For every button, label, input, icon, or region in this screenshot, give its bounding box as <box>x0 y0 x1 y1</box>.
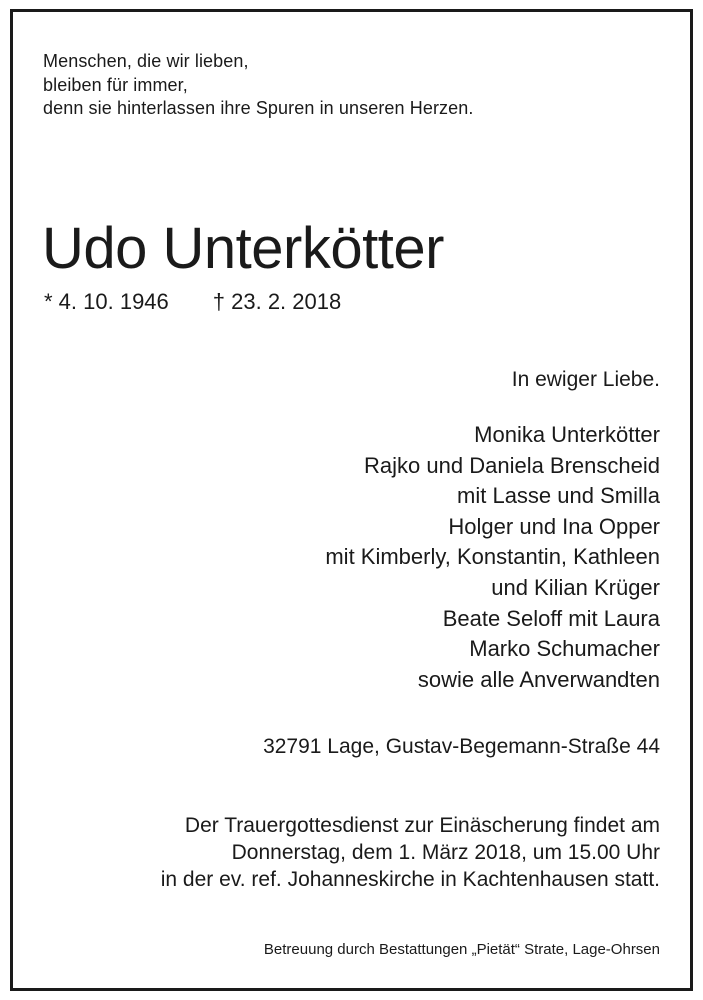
mourner-line: Rajko und Daniela Brenscheid <box>364 452 660 478</box>
funeral-home-credit: Betreuung durch Bestattungen „Pietät“ Strate, Lage-Ohrsen <box>263 941 660 958</box>
mourner-line: Monika Unterkötter <box>474 422 660 447</box>
death-date: † 23. 2. 2018 <box>212 289 342 314</box>
verse-line: denn sie hinterlassen ihre Spuren in unseren Herzen. <box>43 98 474 118</box>
service-announcement <box>161 812 660 893</box>
memorial-verse <box>43 50 473 121</box>
birth-date: * 4. 10. 1946 <box>44 289 169 314</box>
service-line: in der ev. ref. Johanneskirche in Kachtenhausen statt. <box>160 868 660 891</box>
family-address: 32791 Lage, Gustav-Begemann-Straße 44 <box>263 735 660 758</box>
life-dates <box>44 288 341 316</box>
mourner-line: Holger und Ina Opper <box>448 513 660 539</box>
verse-line: Menschen, die wir lieben, <box>43 51 249 71</box>
service-line: Der Trauergottesdienst zur Einäscherung findet am <box>184 814 660 837</box>
mourner-line: Beate Seloff mit Laura <box>442 605 660 631</box>
mourner-line: mit Kimberly, Konstantin, Kathleen <box>325 544 660 570</box>
service-line: Donnerstag, dem 1. März 2018, um 15.00 Uhr <box>231 841 660 864</box>
deceased-name: Udo Unterkötter <box>42 216 444 281</box>
closing-phrase: In ewiger Liebe. <box>511 368 660 391</box>
mourner-line: und Kilian Krüger <box>491 574 660 600</box>
mourner-line: Marko Schumacher <box>469 636 660 662</box>
mourner-line: mit Lasse und Smilla <box>457 483 660 509</box>
mourners-list <box>325 420 660 695</box>
verse-line: bleiben für immer, <box>43 74 188 95</box>
mourner-line: sowie alle Anverwandten <box>417 666 660 692</box>
